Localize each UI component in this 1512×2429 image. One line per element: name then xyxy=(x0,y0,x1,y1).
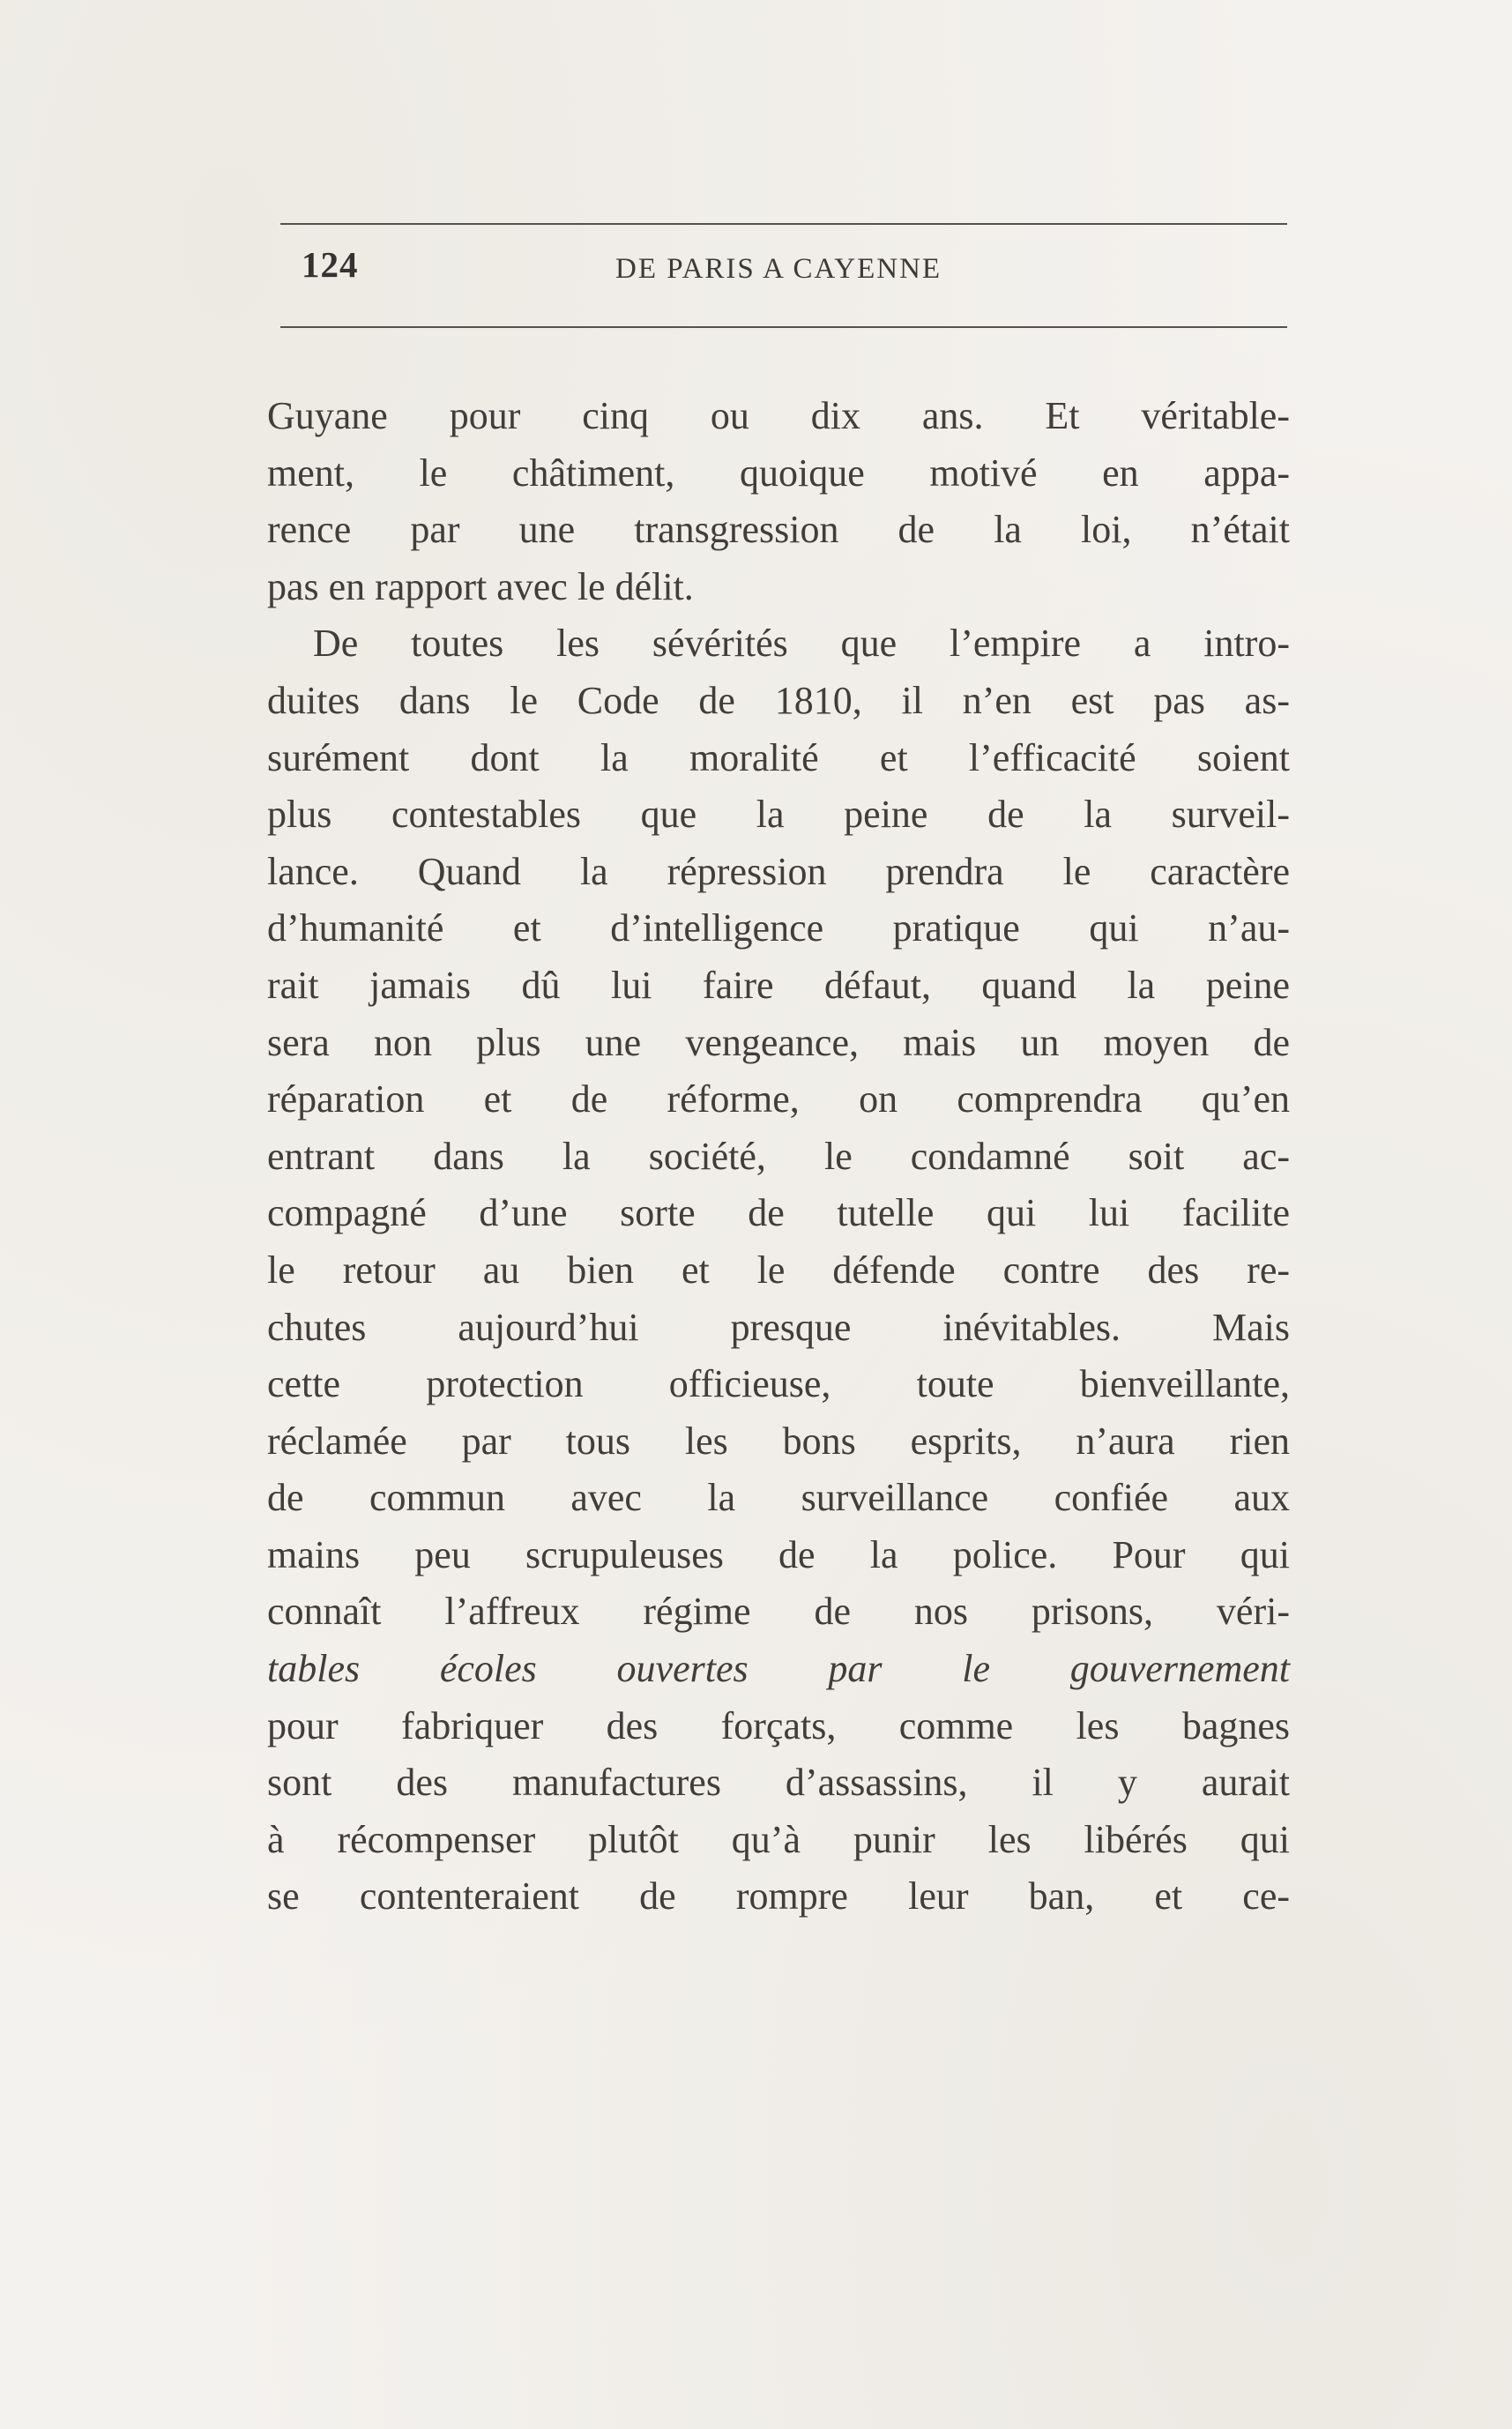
page-number: 124 xyxy=(302,244,359,285)
body-text xyxy=(267,388,1290,1926)
text-line: sera non plus une vengeance, mais un moyen de xyxy=(267,1020,1290,1064)
text-line: de commun avec la surveillance confiée aux xyxy=(267,1476,1290,1520)
text-line: réparation et de réforme, on comprendra qu’en xyxy=(267,1077,1290,1121)
text-line: mains peu scrupuleuses de la police. Pour qui xyxy=(267,1532,1290,1576)
header-rule-bottom xyxy=(280,326,1287,328)
text-line: réclamée par tous les bons esprits, n’aura rien xyxy=(267,1419,1290,1463)
text-line: rait jamais dû lui faire défaut, quand la peine xyxy=(267,963,1290,1007)
text-line: connaît l’affreux régime de nos prisons, véri- xyxy=(267,1590,1290,1634)
text-line: pour fabriquer des forçats, comme les bagnes xyxy=(267,1703,1290,1747)
text-line: d’humanité et d’intelligence pratique qui n’au- xyxy=(267,906,1290,950)
text-line: duites dans le Code de 1810, il n’en est pas as- xyxy=(267,678,1290,722)
text-line: lance. Quand la répression prendra le caractère xyxy=(267,849,1290,893)
text-line: le retour au bien et le défende contre des re- xyxy=(267,1248,1290,1292)
text-line: entrant dans la société, le condamné soit ac- xyxy=(267,1134,1290,1178)
text-line: rence par une transgression de la loi, n’était xyxy=(267,508,1290,552)
paragraph-first-line: De toutes les sévérités que l’empire a intro- xyxy=(313,622,1290,666)
text-line: à récompenser plutôt qu’à punir les libérés qui xyxy=(267,1817,1290,1861)
header-rule-top xyxy=(280,223,1287,225)
text-line: sont des manufactures d’assassins, il y aurait xyxy=(267,1761,1290,1805)
text-line: Guyane pour cinq ou dix ans. Et véritable- xyxy=(267,394,1290,437)
text-line: compagné d’une sorte de tutelle qui lui facilite xyxy=(267,1191,1290,1235)
text-line: pas en rapport avec le délit. xyxy=(267,564,694,608)
text-line: plus contestables que la peine de la surveil- xyxy=(267,793,1290,837)
text-line: tables écoles ouvertes par le gouvernement xyxy=(267,1647,1290,1691)
running-head xyxy=(280,243,1287,305)
text-line: ment, le châtiment, quoique motivé en appa- xyxy=(267,451,1290,495)
text-line: chutes aujourd’hui presque inévitables. Mais xyxy=(267,1305,1290,1349)
running-title: DE PARIS A CAYENNE xyxy=(615,253,942,285)
text-line: cette protection officieuse, toute bienveillante, xyxy=(267,1362,1290,1406)
text-line: se contenteraient de rompre leur ban, et ce- xyxy=(267,1874,1290,1919)
text-line: surément dont la moralité et l’efficacité soient xyxy=(267,735,1290,779)
